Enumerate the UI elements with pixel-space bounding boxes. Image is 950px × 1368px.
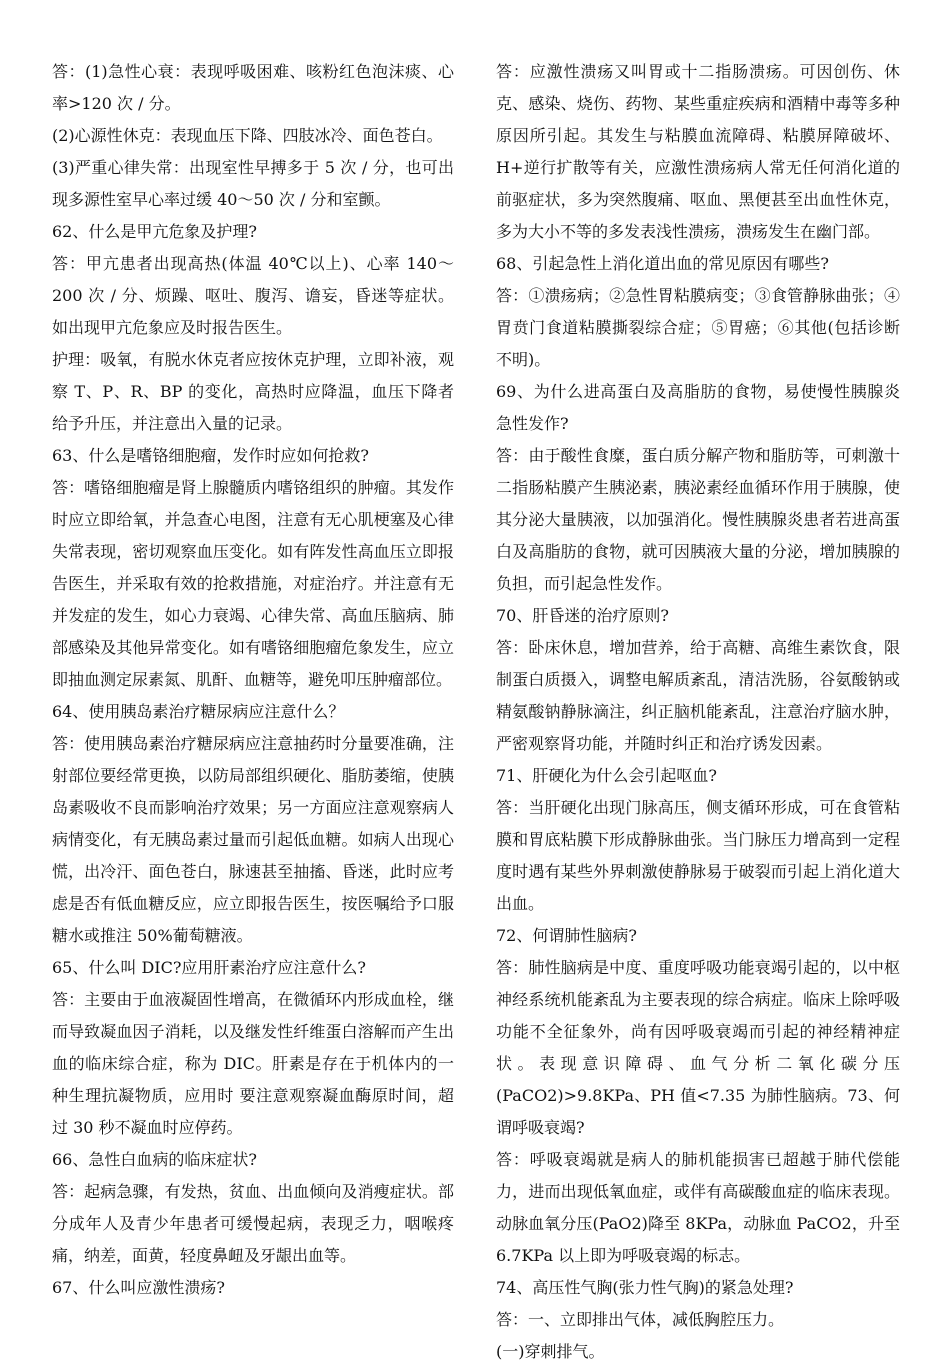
question-64: 64、使用胰岛素治疗糖尿病应注意什么？: [52, 702, 345, 721]
left-column: [52, 56, 454, 1304]
answer-61-acute-heart-failure: 答：(1)急性心衰：表现呼吸困难、咳粉红色泡沫痰、心率>120 次 / 分。: [52, 62, 454, 113]
question-63: 63、什么是嗜铬细胞瘤，发作时应如何抢救?: [52, 446, 369, 465]
answer-74: 答：一、立即排出气体，减低胸腔压力。: [496, 1310, 785, 1329]
question-67: 67、什么叫应激性溃疡?: [52, 1278, 225, 1297]
question-65: 65、什么叫 DIC?应用肝素治疗应注意什么?: [52, 958, 366, 977]
answer-62: 答：甲亢患者出现高热(体温 40℃以上)、心率 140～200 次 / 分、烦躁、呕吐、腹泻、谵妄，昏迷等症状。如出现甲亢危象应及时报告医生。: [52, 254, 454, 337]
answer-66: 答：起病急骤，有发热，贫血、出血倾向及消瘦症状。部分成年人及青少年患者可缓慢起病，表现乏力，咽喉疼痛，纳差，面黄，轻度鼻衄及牙龈出血等。: [52, 1182, 454, 1265]
answer-74-puncture: (一)穿刺排气。: [496, 1342, 605, 1361]
answer-73: 答：呼吸衰竭就是病人的肺机能损害已超越于肺代偿能力，进而出现低氧血症，或伴有高碳酸血症的临床表现。动脉血氧分压(PaO2)降至 8KPa，动脉血 PaCO2，升至 6.7KPa 以上即为呼吸衰竭的标志。: [496, 1150, 900, 1265]
question-70: 70、肝昏迷的治疗原则?: [496, 606, 669, 625]
answer-63: 答：嗜铬细胞瘤是肾上腺髓质内嗜铬组织的肿瘤。其发作时应立即给氧，并急查心电图，注意有无心肌梗塞及心律失常表现，密切观察血压变化。如有阵发性高血压立即报告医生，并采取有效的抢救措施，对症治疗。并注意有无并发症的发生，如心力衰竭、心律失常、高血压脑病、肺部感染及其他异常变化。如有嗜铬细胞瘤危象发生，应立即抽血测定尿素氮、肌酐、血糖等，避免叩压肿瘤部位。: [52, 478, 454, 689]
answer-71: 答：当肝硬化出现门脉高压，侧支循环形成，可在食管粘膜和胃底粘膜下形成静脉曲张。当门脉压力增高到一定程度时遇有某些外界刺激使静脉易于破裂而引起上消化道大出血。: [496, 798, 900, 913]
answer-72: 答：肺性脑病是中度、重度呼吸功能衰竭引起的，以中枢神经系统机能紊乱为主要表现的综合病症。临床上除呼吸功能不全征象外，尚有因呼吸衰竭而引起的神经精神症状。表现意识障碍、血气分析二氧化碳分压(PaCO2)>9.8KPa、PH 值<7.35 为肺性脑病。73、何谓呼吸衰竭?: [496, 958, 900, 1137]
question-68: 68、引起急性上消化道出血的常见原因有哪些?: [496, 254, 829, 273]
answer-65: 答：主要由于血液凝固性增高，在微循环内形成血栓，继而导致凝血因子消耗，以及继发性纤维蛋白溶解而产生出血的临床综合症，称为 DIC。肝素是存在于机体内的一种生理抗凝物质，应用时 要注意观察凝血酶原时间，超过 30 秒不凝血时应停药。: [52, 990, 454, 1137]
answer-61-arrhythmia: (3)严重心律失常：出现室性早搏多于 5 次 / 分，也可出现多源性室早心率过缓 40～50 次 / 分和室颤。: [52, 158, 454, 209]
question-62: 62、什么是甲亢危象及护理?: [52, 222, 257, 241]
answer-70: 答：卧床休息，增加营养，给于高糖、高维生素饮食，限制蛋白质摄入，调整电解质紊乱，清洁洗肠，谷氨酸钠或精氨酸钠静脉滴注，纠正脑机能紊乱，注意治疗脑水肿，严密观察肾功能，并随时纠正和治疗诱发因素。: [496, 638, 900, 753]
right-column: [496, 56, 900, 1368]
answer-67: 答：应激性溃疡又叫胃或十二指肠溃疡。可因创伤、休克、感染、烧伤、药物、某些重症疾病和酒精中毒等多种原因所引起。其发生与粘膜血流障碍、粘膜屏障破坏、H+逆行扩散等有关，应激性溃疡病人常无任何消化道的前驱症状，多为突然腹痛、呕血、黑便甚至出血性休克，多为大小不等的多发表浅性溃疡，溃疡发生在幽门部。: [496, 62, 900, 241]
question-69: 69、为什么进高蛋白及高脂肪的食物，易使慢性胰腺炎急性发作?: [496, 382, 900, 433]
question-66: 66、急性白血病的临床症状?: [52, 1150, 257, 1169]
answer-68: 答：①溃疡病；②急性胃粘膜病变；③食管静脉曲张；④胃贲门食道粘膜撕裂综合症；⑤胃癌；⑥其他(包括诊断不明)。: [496, 286, 900, 369]
answer-61-cardiogenic-shock: (2)心源性休克：表现血压下降、四肢冰冷、面色苍白。: [52, 126, 443, 145]
question-74: 74、高压性气胸(张力性气胸)的紧急处理?: [496, 1278, 794, 1297]
question-72: 72、何谓肺性脑病?: [496, 926, 637, 945]
answer-62-nursing: 护理：吸氧，有脱水休克者应按休克护理，立即补液，观察 T、P、R、BP 的变化，高热时应降温，血压下降者给予升压，并注意出入量的记录。: [52, 350, 454, 433]
question-71: 71、肝硬化为什么会引起呕血?: [496, 766, 717, 785]
answer-64: 答：使用胰岛素治疗糖尿病应注意抽药时分量要准确，注射部位要经常更换，以防局部组织硬化、脂肪萎缩，使胰岛素吸收不良而影响治疗效果；另一方面应注意观察病人病情变化，有无胰岛素过量而引起低血糖。如病人出现心慌，出冷汗、面色苍白，脉速甚至抽搐、昏迷，此时应考虑是否有低血糖反应，应立即报告医生，按医嘱给予口服糖水或推注 50%葡萄糖液。: [52, 734, 454, 945]
answer-69: 答：由于酸性食糜，蛋白质分解产物和脂肪等，可刺激十二指肠粘膜产生胰泌素，胰泌素经血循环作用于胰腺，使其分泌大量胰液，以加强消化。慢性胰腺炎患者若进高蛋白及高脂肪的食物，就可因胰液大量的分泌，增加胰腺的负担，而引起急性发作。: [496, 446, 900, 593]
